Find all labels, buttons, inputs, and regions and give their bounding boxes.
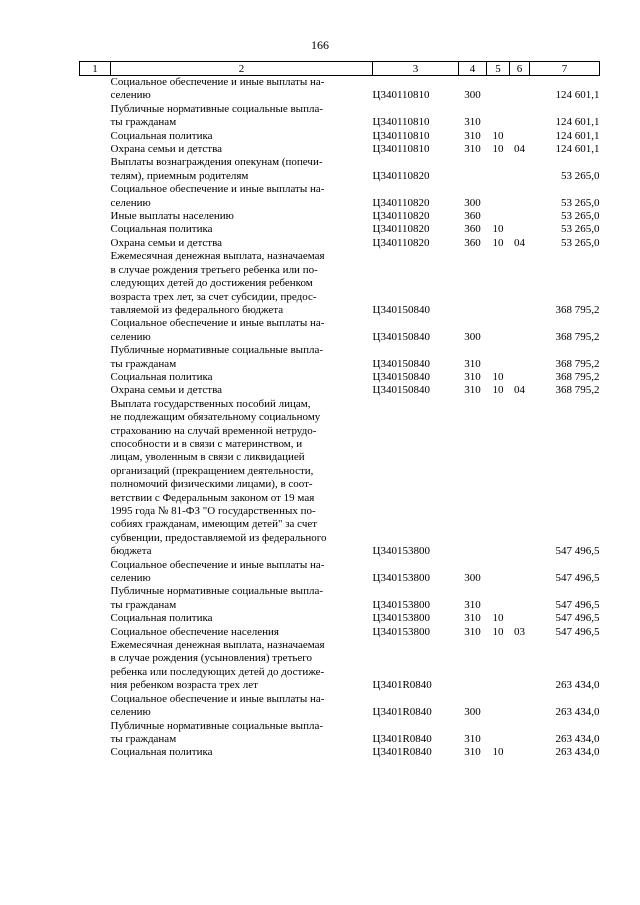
row-subsection: 04 [514,384,525,397]
row-amount: 547 496,5 [555,598,600,611]
table-row [80,156,600,183]
table-row [80,103,600,130]
row-target-code: Ц3401R0840 [372,732,432,745]
table-row [80,746,600,759]
row-section: 10 [492,129,504,142]
page-number: 166 [311,38,329,52]
row-name-line: следующих детей до достижения ребенком [110,277,313,290]
table-row [80,76,600,103]
row-name [111,76,373,103]
table-row [80,210,600,223]
row-section: 10 [492,384,504,397]
row-name-line: Выплата государственных пособий лицам, [110,397,311,410]
row-subsection [510,746,530,759]
row-subsection [510,250,530,317]
row-amount: 263 434,0 [555,706,600,719]
row-amount: 263 434,0 [555,679,600,692]
row-spacer-cell [80,130,111,143]
row-spacer-cell [80,317,111,344]
table-row [80,183,600,210]
row-target-code: Ц340110810 [372,129,430,142]
row-name-line: Выплаты вознаграждения опекунам (попечи- [110,156,323,169]
row-spacer-cell [80,156,111,183]
row-expense-type: 310 [464,746,481,759]
row-name [111,156,373,183]
row-subsection [510,344,530,371]
column-number-2: 2 [111,62,373,76]
row-expense-type [459,398,487,559]
row-target-code: Ц340110810 [372,116,430,129]
row-spacer-cell [80,237,111,250]
row-subsection [510,183,530,210]
row-name [111,130,373,143]
row-section: 10 [492,143,504,156]
row-expense-type: 310 [464,384,481,397]
row-expense-type: 360 [464,236,481,249]
row-target-code: Ц340153800 [372,612,430,625]
row-subsection: 04 [514,143,525,156]
row-name [111,250,373,317]
row-target-code: Ц340153800 [372,572,430,585]
row-expense-type [459,250,487,317]
row-name-line: бюджета [110,545,152,558]
row-name-line: селению [110,89,151,102]
row-subsection: 03 [514,625,525,638]
column-number-1: 1 [80,62,111,76]
row-expense-type: 300 [464,89,481,102]
row-name [111,237,373,250]
row-expense-type: 310 [464,129,481,142]
row-name-line: Социальная политика [110,129,213,142]
row-section [487,344,510,371]
row-spacer-cell [80,210,111,223]
row-name-line: ты гражданам [110,357,177,370]
row-subsection [510,720,530,747]
row-expense-type: 310 [464,625,481,638]
row-target-code: Ц340150840 [372,330,430,343]
row-name-line: Охрана семьи и детства [110,236,223,249]
row-target-code: Ц340110820 [372,236,430,249]
row-name [111,559,373,586]
table-row [80,720,600,747]
row-amount: 124 601,1 [555,89,600,102]
row-name-line: лицам, уволенным в связи с ликвидацией [110,451,305,464]
row-name-line: Публичные нормативные социальные выпла- [110,102,323,115]
row-name-line: возраста трех лет, за счет субсидии, предос- [110,290,317,303]
column-number-4: 4 [459,62,487,76]
row-name-line: субвенции, предоставляемой из федерального [110,531,327,544]
row-spacer-cell [80,384,111,397]
row-amount: 368 795,2 [555,330,600,343]
row-name-line: Социальное обеспечение и иные выплаты на- [110,692,325,705]
row-amount: 53 265,0 [561,236,600,249]
row-subsection [510,585,530,612]
row-amount: 547 496,5 [555,625,600,638]
row-name-line: селению [110,330,151,343]
row-amount: 368 795,2 [555,303,600,316]
row-subsection [510,103,530,130]
table-row [80,237,600,250]
row-name-line: ния ребенком возраста трех лет [110,679,258,692]
row-name-line: телям), приемным родителям [110,169,249,182]
row-name [111,317,373,344]
row-subsection [510,612,530,625]
table-row [80,317,600,344]
row-section: 10 [492,612,504,625]
row-target-code: Ц3401R0840 [372,679,432,692]
row-name-line: ветствии с Федеральным законом от 19 мая [110,491,315,504]
row-name-line: Социальная политика [110,370,213,383]
table-row [80,585,600,612]
row-spacer-cell [80,559,111,586]
row-name [111,371,373,384]
row-target-code: Ц3401R0840 [372,746,432,759]
row-amount: 368 795,2 [555,384,600,397]
row-name-line: в случае рождения (усыновления) третьего [110,652,313,665]
row-section [487,585,510,612]
row-name-line: Социальное обеспечение и иные выплаты на- [110,76,325,88]
column-number-7: 7 [530,62,600,76]
row-amount: 124 601,1 [555,116,600,129]
table-row [80,384,600,397]
row-name [111,143,373,156]
table-row [80,371,600,384]
row-target-code: Ц340150840 [372,303,430,316]
column-number-3: 3 [373,62,459,76]
table-row [80,130,600,143]
row-name-line: Публичные нормативные социальные выпла- [110,344,323,357]
row-subsection [510,76,530,103]
row-name-line: Ежемесячная денежная выплата, назначаемая [110,250,325,263]
row-expense-type: 360 [464,223,481,236]
row-name-line: Социальное обеспечение и иные выплаты на- [110,558,325,571]
column-number-5: 5 [487,62,510,76]
row-name [111,746,373,759]
row-target-code: Ц340110820 [372,223,430,236]
table-row [80,612,600,625]
row-expense-type: 310 [464,732,481,745]
row-subsection [510,317,530,344]
row-section [487,720,510,747]
row-section [487,210,510,223]
row-section: 10 [492,746,504,759]
row-expense-type: 310 [464,116,481,129]
row-section: 10 [492,236,504,249]
row-name-line: Иные выплаты населению [110,210,234,223]
row-name-line: ты гражданам [110,598,177,611]
row-name-line: в случае рождения третьего ребенка или по- [110,263,318,276]
row-spacer-cell [80,639,111,693]
row-name [111,384,373,397]
row-name-line: Социальное обеспечение населения [110,625,279,638]
row-name-line: ты гражданам [110,116,177,129]
row-section [487,398,510,559]
row-name [111,183,373,210]
row-name-line: Социальное обеспечение и иные выплаты на- [110,317,325,330]
row-name-line: страхованию на случай временной нетрудо- [110,424,317,437]
row-name [111,103,373,130]
row-name-line: Публичные нормативные социальные выпла- [110,719,323,732]
row-target-code: Ц340153800 [372,625,430,638]
row-section [487,183,510,210]
row-section [487,559,510,586]
row-target-code: Ц3401R0840 [372,706,432,719]
row-name [111,720,373,747]
row-spacer-cell [80,103,111,130]
row-amount: 368 795,2 [555,357,600,370]
row-name-line: организаций (прекращением деятельности, [110,464,314,477]
row-spacer-cell [80,371,111,384]
row-name [111,626,373,639]
row-expense-type: 310 [464,612,481,625]
row-section: 10 [492,223,504,236]
row-expense-type [459,156,487,183]
row-section [487,103,510,130]
row-name-line: ты гражданам [110,732,177,745]
row-expense-type: 300 [464,330,481,343]
row-amount: 124 601,1 [555,143,600,156]
row-target-code: Ц340153800 [372,598,430,611]
row-spacer-cell [80,626,111,639]
row-section: 10 [492,625,504,638]
table-row [80,626,600,639]
row-name [111,223,373,236]
row-section [487,317,510,344]
row-name-line: способности и в связи с материнством, и [110,437,303,450]
row-target-code: Ц340110810 [372,89,430,102]
row-target-code: Ц340110820 [372,196,430,209]
row-name-line: селению [110,196,151,209]
row-name [111,210,373,223]
row-name-line: ребенка или последующих детей до достиже- [110,665,325,678]
row-target-code: Ц340153800 [372,545,430,558]
row-name [111,585,373,612]
row-name-line: полномочий физическими лицами), в соот- [110,478,313,491]
table-row [80,143,600,156]
row-name [111,344,373,371]
row-spacer-cell [80,693,111,720]
table-row [80,398,600,559]
row-target-code: Ц340110810 [372,143,430,156]
budget-table [79,61,600,760]
row-name [111,398,373,559]
row-amount: 263 434,0 [555,732,600,745]
row-expense-type: 300 [464,196,481,209]
row-subsection [510,130,530,143]
row-name [111,639,373,693]
row-expense-type: 300 [464,572,481,585]
row-spacer-cell [80,250,111,317]
row-spacer-cell [80,183,111,210]
row-amount: 53 265,0 [561,210,600,223]
row-spacer-cell [80,143,111,156]
row-name-line: тавляемой из федерального бюджета [110,303,284,316]
row-subsection: 04 [514,236,525,249]
row-spacer-cell [80,585,111,612]
row-spacer-cell [80,223,111,236]
row-name-line: Публичные нормативные социальные выпла- [110,585,323,598]
row-name-line: Охрана семьи и детства [110,384,223,397]
row-name-line: Социальное обеспечение и иные выплаты на- [110,183,325,196]
row-name-line: Охрана семьи и детства [110,143,223,156]
row-subsection [510,156,530,183]
row-section [487,639,510,693]
row-spacer-cell [80,398,111,559]
row-name-line: собиях гражданам, имеющим детей" за счет [110,518,318,531]
row-name [111,612,373,625]
row-target-code: Ц340150840 [372,370,430,383]
row-spacer-cell [80,344,111,371]
table-row [80,250,600,317]
row-name [111,693,373,720]
row-section [487,250,510,317]
row-subsection [510,639,530,693]
row-target-code: Ц340150840 [372,384,430,397]
table-row [80,223,600,236]
row-subsection [510,559,530,586]
row-spacer-cell [80,720,111,747]
row-section [487,156,510,183]
row-target-code: Ц340110820 [372,210,430,223]
row-amount: 547 496,5 [555,545,600,558]
table-row [80,559,600,586]
column-number-6: 6 [510,62,530,76]
row-amount: 53 265,0 [561,223,600,236]
row-name-line: Социальная политика [110,612,213,625]
row-section [487,76,510,103]
row-spacer-cell [80,612,111,625]
row-target-code: Ц340110820 [372,169,430,182]
row-spacer-cell [80,746,111,759]
row-subsection [510,210,530,223]
row-subsection [510,371,530,384]
table-row [80,693,600,720]
row-amount: 368 795,2 [555,370,600,383]
row-subsection [510,693,530,720]
column-number-row [80,62,600,76]
row-name-line: Социальная политика [110,746,213,759]
row-amount: 124 601,1 [555,129,600,142]
row-section: 10 [492,370,504,383]
row-expense-type [459,639,487,693]
table-body [80,76,600,760]
row-name-line: селению [110,706,151,719]
row-spacer-cell [80,76,111,103]
row-expense-type: 360 [464,210,481,223]
row-name-line: Ежемесячная денежная выплата, назначаемая [110,639,325,652]
row-expense-type: 310 [464,598,481,611]
table-row [80,639,600,693]
row-amount: 53 265,0 [561,196,600,209]
table-row [80,344,600,371]
row-amount: 547 496,5 [555,612,600,625]
row-name-line: 1995 года № 81-ФЗ "О государственных по- [110,505,316,517]
row-name-line: селению [110,572,151,585]
row-amount: 547 496,5 [555,572,600,585]
row-amount: 263 434,0 [555,746,600,759]
row-expense-type: 310 [464,357,481,370]
row-expense-type: 310 [464,370,481,383]
row-name-line: не подлежащим обязательному социальному [110,411,321,424]
row-name-line: Социальная политика [110,223,213,236]
row-section [487,693,510,720]
row-expense-type: 300 [464,706,481,719]
row-subsection [510,223,530,236]
row-amount: 53 265,0 [561,169,600,182]
row-expense-type: 310 [464,143,481,156]
row-subsection [510,398,530,559]
row-target-code: Ц340150840 [372,357,430,370]
